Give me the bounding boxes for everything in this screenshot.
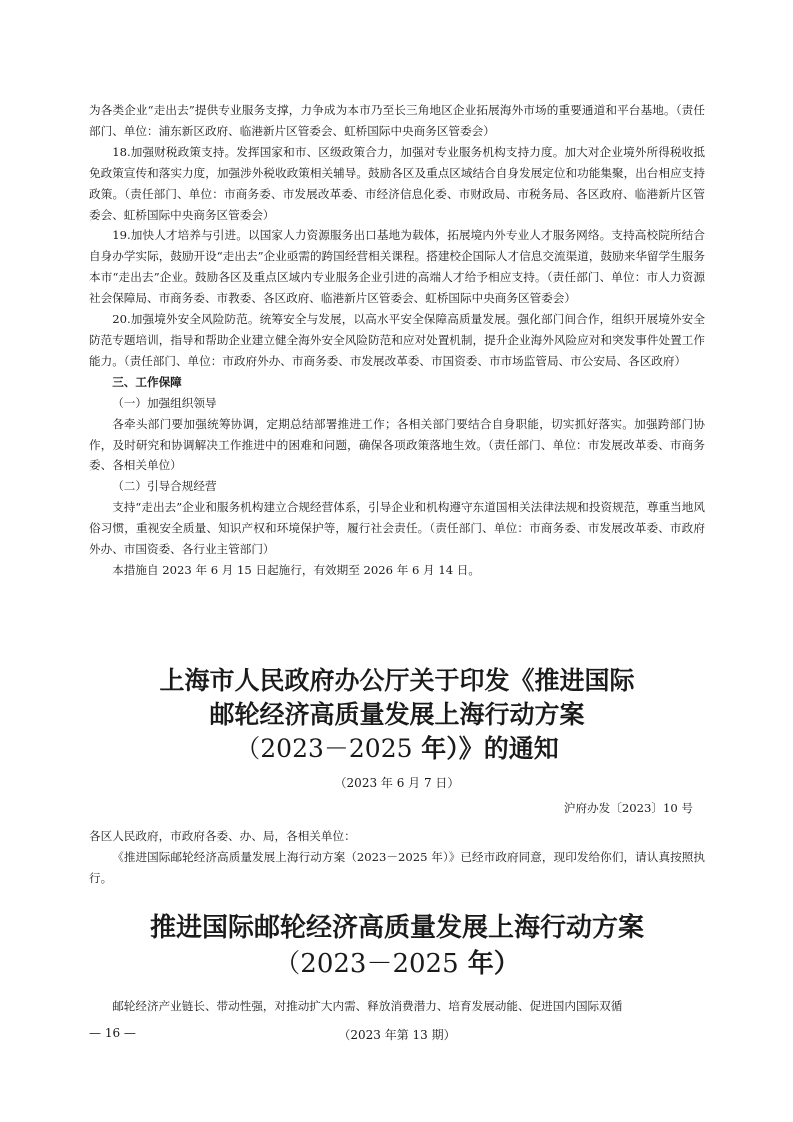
subsection-heading-2: （二）引导合规经营 bbox=[112, 479, 217, 494]
plan-title bbox=[89, 910, 705, 982]
recipients-line: 各区人民政府，市政府各委、办、局，各相关单位： bbox=[89, 829, 356, 843]
notice-title-line2: 邮轮经济高质量发展上海行动方案 bbox=[209, 700, 585, 729]
effective-date-text: 本措施自 2023 年 6 月 15 日起施行，有效期至 2026 年 6 月 14 日。 bbox=[112, 562, 480, 577]
plan-title-year: （2023－2025 bbox=[274, 949, 459, 979]
notice-title-line3 bbox=[89, 732, 705, 766]
paragraph-17-tail: 为各类企业“走出去”提供专业服务支撑，力争成为本市乃至长三角地区企业拓展海外市场的重要通道和平台基地。（责任部门、单位：浦东新区政府、临港新片区管委会、虹桥国际中央商务区管委会） bbox=[89, 103, 705, 138]
plan-intro-text: 邮轮经济产业链长、带动性强，对推动扩大内需、释放消费潜力、培育发展动能、促进国内国际双循 bbox=[112, 999, 623, 1013]
plan-title-line2-rest: 年） bbox=[458, 949, 520, 979]
notice-body bbox=[89, 826, 705, 889]
measures-continuation bbox=[89, 100, 705, 581]
plan-intro bbox=[89, 996, 705, 1017]
subsection-heading-1: （一）加强组织领导 bbox=[112, 395, 217, 410]
page-number: — 16 — bbox=[89, 1026, 136, 1040]
notice-title-line3-rest: 年）》的通知 bbox=[412, 734, 559, 763]
notice-title bbox=[89, 664, 705, 766]
issue-label: （2023 年第 13 期） bbox=[338, 1028, 456, 1042]
notice-date: （2023 年 6 月 7 日） bbox=[334, 776, 460, 790]
plan-title-line1: 推进国际邮轮经济高质量发展上海行动方案 bbox=[149, 913, 644, 943]
paragraph-18: 18.加强财税政策支持。发挥国家和市、区级政策合力，加强对专业服务机构支持力度。加大对企业境外所得税收抵免政策宣传和落实力度，加强涉外税收政策相关辅导。鼓励各区及重点区域结合自身发展定位和功能集聚，出台相应支持政策。（责任部门、单位：市商务委、市发展改革委、市经济信息化委、市财政局、市税务局、各区政府、临港新片区管委会、虹桥国际中央商务区管委会） bbox=[89, 144, 705, 222]
paragraph-19: 19.加快人才培养与引进。以国家人力资源服务出口基地为载体，拓展境内外专业人才服务网络。支持高校院所结合自身办学实际，鼓励开设“走出去”企业亟需的跨国经营相关课程。搭建校企国际人才信息交流渠道，鼓励来华留学生服务本市“走出去”企业。鼓励各区及重点区域内专业服务企业引进的高端人才给予相应支持。（责任部门、单位：市人力资源社会保障局、市商务委、市教委、各区政府、临港新片区管委会、虹桥国际中央商务区管委会） bbox=[89, 228, 705, 306]
plan-title-line2 bbox=[89, 946, 705, 982]
notice-body-text: 《推进国际邮轮经济高质量发展上海行动方案（2023－2025 年）》已经市政府同意，现印发给你们，请认真按照执行。 bbox=[89, 849, 705, 885]
subsection-text-1: 各牵头部门要加强统筹协调，定期总结部署推进工作；各相关部门要结合自身职能，切实抓好落实。加强跨部门协作，及时研究和协调解决工作推进中的困难和问题，确保各项政策落地生效。（责任部门、单位：市发展改革委、市商务委、各相关单位） bbox=[89, 416, 705, 473]
paragraph-20: 20.加强境外安全风险防范。统筹安全与发展，以高水平安全保障高质量发展。强化部门间合作，组织开展境外安全防范专题培训，指导和帮助企业建立健全海外安全风险防范和应对处置机制，提升企业海外风险应对和突发事件处置工作能力。（责任部门、单位：市政府外办、市商务委、市发展改革委、市国资委、市市场监管局、市公安局、各区政府） bbox=[89, 312, 705, 368]
notice-title-year: （2023－2025 bbox=[235, 734, 413, 763]
section-heading-work-guarantee: 三、工作保障 bbox=[112, 374, 182, 389]
subsection-text-2: 支持“走出去”企业和服务机构建立合规经营体系，引导企业和机构遵守东道国相关法律法规和投资规范，尊重当地风俗习惯，重视安全质量、知识产权和环境保护等，履行社会责任。（责任部门、单位：市商务委、市发展改革委、市政府外办、市国资委、各行业主管部门） bbox=[89, 500, 705, 557]
notice-title-line1: 上海市人民政府办公厅关于印发《推进国际 bbox=[159, 666, 635, 695]
document-number: 沪府办发〔2023〕10 号 bbox=[563, 801, 693, 815]
